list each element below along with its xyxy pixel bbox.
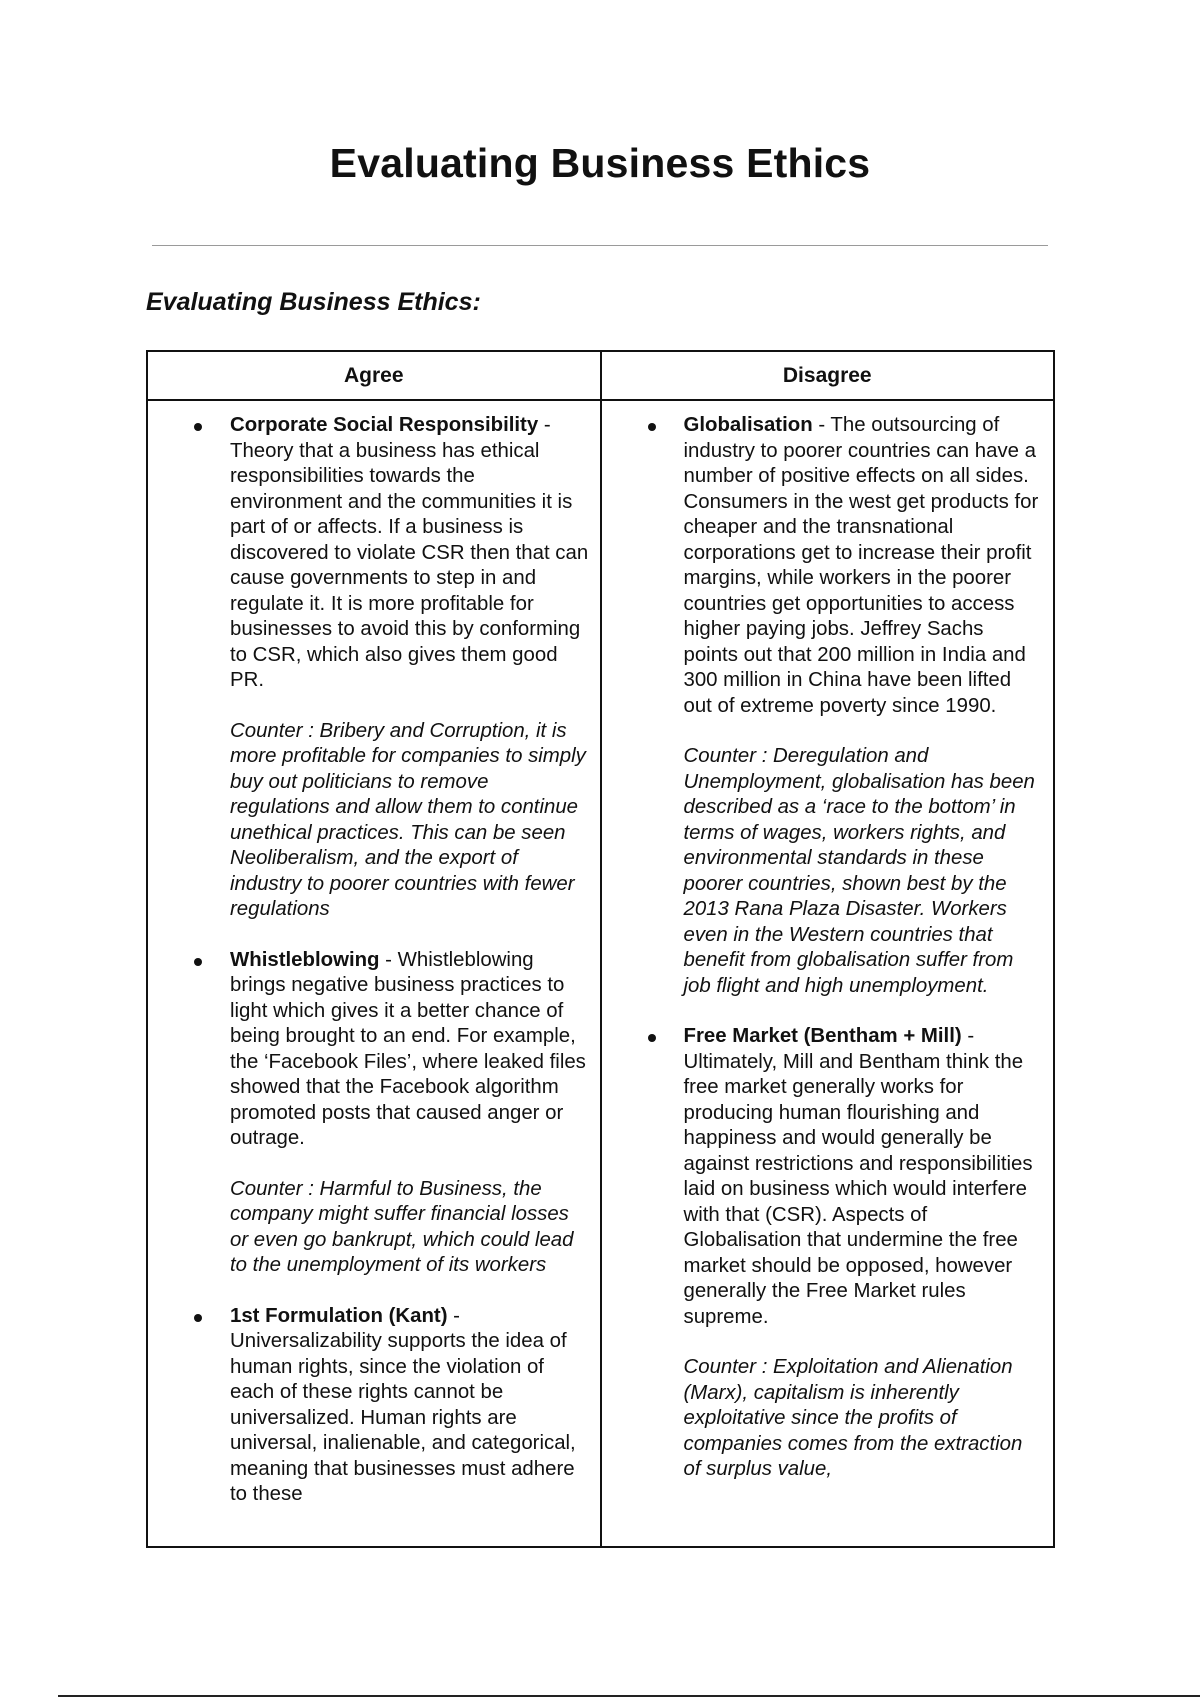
point-name: 1st Formulation (Kant): [230, 1304, 448, 1327]
agree-point: [148, 948, 590, 1279]
point-separator: -: [538, 414, 551, 436]
point-body: Universalizability supports the idea of human rights, since the violation of each of these rights cannot be universalized. Human rights are universal, inalienable, and categorical, meaning that businesses must adhere to these: [230, 1330, 576, 1505]
disagree-list: [602, 413, 1044, 1483]
title-divider: [152, 245, 1048, 246]
point-body: Whistleblowing brings negative business practices to light which gives it a better chance of being brought to an end. For example, the ‘Facebook Files’, where leaked files showed that the Facebook algorithm promoted posts that caused anger or outrage.: [230, 948, 586, 1149]
agree-point: [148, 1304, 590, 1508]
footer-divider: [58, 1695, 1200, 1697]
agree-column: [147, 400, 601, 1547]
counter-argument: Counter : Deregulation and Unemployment, globalisation has been described as a ‘race to the bottom’ in terms of wages, workers rights, and environmental standards in these poorer countries, shown best by the 2013 Rana Plaza Disaster. Workers even in the Western countries that benefit from globalisation suffer from job flight and high unemployment.: [683, 745, 1035, 997]
disagree-column: [601, 400, 1055, 1547]
agree-header: Agree: [147, 351, 601, 400]
counter-argument: Counter : Bribery and Corruption, it is more profitable for companies to simply buy out politicians to remove regulations and allow them to continue unethical practices. This can be seen Neoliberalism, and the export of industry to poorer countries with fewer regulations: [230, 719, 586, 920]
bullet-icon: [194, 958, 202, 966]
point-body: Theory that a business has ethical responsibilities towards the environment and the communities it is part of or affects. If a business is discovered to violate CSR then that can cause governments to step in and regulate it. It is more profitable for businesses to avoid this by conforming to CSR, which also gives them good PR.: [230, 439, 589, 691]
point-body: The outsourcing of industry to poorer countries can have a number of positive effects on all sides. Consumers in the west get products for cheaper and the transnational corporations get to increase their profit margins, while workers in the poorer countries get opportunities to access higher paying jobs. Jeffrey Sachs points out that 200 million in India and 300 million in China have been lifted out of extreme poverty since 1990.: [683, 414, 1039, 717]
point-separator: -: [379, 948, 398, 971]
disagree-header: Disagree: [601, 351, 1055, 400]
disagree-point: [602, 1024, 1044, 1483]
bullet-icon: [194, 423, 202, 431]
point-name: Globalisation: [683, 414, 813, 436]
point-separator: -: [961, 1025, 975, 1047]
agree-point: [148, 413, 590, 923]
agree-list: [148, 413, 590, 1508]
point-separator: -: [812, 414, 831, 436]
point-name: Whistleblowing: [230, 948, 380, 971]
bullet-icon: [648, 423, 656, 431]
document-title: Evaluating Business Ethics: [329, 140, 871, 186]
bullet-icon: [648, 1034, 656, 1042]
point-name: Corporate Social Responsibility: [230, 414, 539, 436]
point-name: Free Market (Bentham + Mill): [683, 1025, 962, 1047]
point-body: Ultimately, Mill and Bentham think the free market generally works for producing human flourishing and happiness and would generally be against restrictions and responsibilities laid on business which would interfere with that (CSR). Aspects of Globalisation that undermine the free market should be opposed, however generally the Free Market rules supreme.: [683, 1050, 1033, 1328]
disagree-point: [602, 413, 1044, 999]
counter-argument: Counter : Exploitation and Alienation (Marx), capitalism is inherently exploitative since the profits of companies comes from the extraction of surplus value,: [683, 1356, 1023, 1480]
section-heading: Evaluating Business Ethics:: [146, 288, 481, 316]
ethics-table: [146, 350, 1055, 1548]
bullet-icon: [194, 1314, 202, 1322]
point-separator: -: [447, 1304, 460, 1327]
counter-argument: Counter : Harmful to Business, the company might suffer financial losses or even go bankrupt, which could lead to the unemployment of its workers: [230, 1177, 574, 1276]
